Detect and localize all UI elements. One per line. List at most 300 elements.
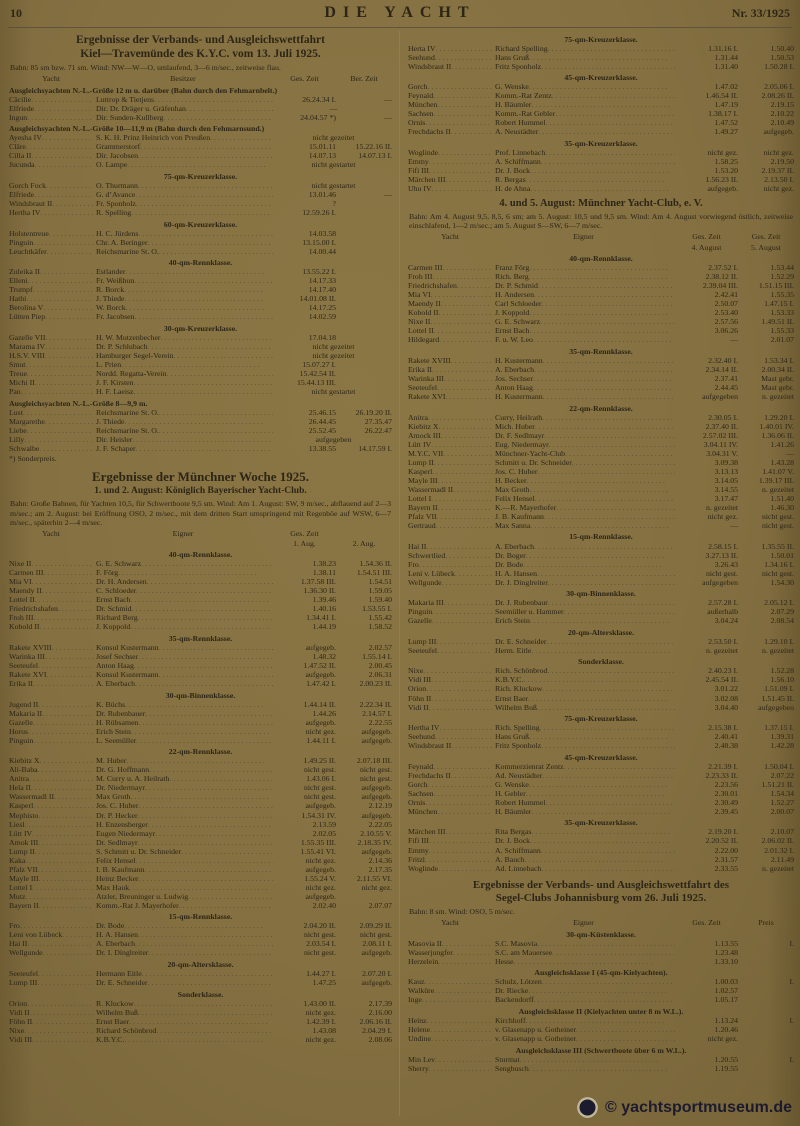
leader-dots — [136, 444, 273, 453]
class-header: 75-qm-Kreuzerklasse. — [163, 171, 238, 181]
owner-cell — [93, 351, 273, 360]
yacht-name: Amok III — [9, 837, 39, 847]
yacht-name: Schwertlied — [408, 550, 446, 560]
yacht-name: Mia VI — [408, 290, 431, 300]
leader-dots — [38, 661, 93, 670]
leader-dots — [154, 95, 273, 104]
time-col-2: 2.14.36 — [368, 855, 392, 865]
table-row — [9, 95, 392, 104]
yacht-name: Erika II — [408, 364, 433, 374]
owner-cell — [492, 494, 675, 503]
class-header: 35-qm-Rennklasse. — [569, 346, 633, 356]
time-col-2: 1.51.15 III. — [758, 281, 794, 291]
yacht-cell — [9, 199, 93, 208]
yacht-name: Nixe II — [9, 559, 32, 569]
time-col-2: 26.22.47 — [364, 425, 392, 435]
table-row — [408, 569, 794, 578]
yacht-name: Rakete XVIII — [9, 642, 52, 652]
owner-cell — [492, 365, 675, 374]
leader-dots — [174, 351, 273, 360]
owner-name: Max Hauk — [96, 882, 130, 892]
owner-name: Rich. Schönbrod — [495, 666, 548, 676]
yacht-name: Sachsen — [408, 109, 434, 119]
table-row — [408, 560, 794, 569]
yacht-cell — [408, 365, 492, 374]
owner-name: Richard Berg — [96, 613, 138, 623]
table-row — [408, 326, 794, 335]
owner-cell — [93, 700, 273, 709]
yacht-name: Fifi III — [408, 836, 430, 846]
time-col-1: 14.17.33 — [308, 276, 336, 286]
yacht-name: Orion — [408, 684, 427, 694]
leader-dots — [445, 175, 492, 184]
leader-dots — [544, 431, 675, 440]
owner-name: Erich Stein — [495, 616, 530, 626]
leader-dots — [514, 957, 675, 966]
table-row — [408, 762, 794, 771]
class-header: Sonderklasse. — [177, 989, 224, 999]
course-conditions: Bahn: 85 sm bzw. 71 sm. Wind: NW—W—O, umlaufend, 3—6 m/sec., zeitweise flau. — [10, 63, 281, 73]
time-col-1: 1.44.27 I. — [306, 969, 336, 979]
leader-dots — [40, 208, 93, 217]
owner-cell — [492, 827, 675, 836]
yacht-name: Maendy II — [9, 586, 42, 596]
yacht-name: Emmy — [408, 156, 429, 166]
owner-name: Estlander — [96, 267, 126, 277]
time-col-2: I. — [789, 938, 794, 948]
yacht-name: Helene — [408, 1025, 431, 1034]
yacht-name: Friedrichshafen — [9, 604, 58, 614]
leader-dots — [429, 166, 492, 175]
yacht-name: Lump II — [408, 457, 434, 467]
yacht-name: Vidi III — [9, 1034, 33, 1044]
table-row — [408, 807, 794, 816]
time-col-2: 1.35.55 II. — [761, 541, 794, 551]
yacht-cell — [408, 789, 492, 798]
time-col-1: 2.04.20 II. — [303, 921, 336, 931]
time-col-1: 2.50.07 — [714, 299, 738, 309]
leader-dots — [140, 142, 273, 151]
yacht-name: Woglinde — [408, 863, 439, 873]
leader-dots — [542, 684, 675, 693]
yacht-name: Lump III — [9, 978, 38, 988]
time-col-2: aufgegeb. — [763, 127, 794, 137]
time-col-2: I. — [789, 1015, 794, 1025]
time-col-1: aufgegeben — [702, 392, 738, 401]
leader-dots — [457, 281, 492, 290]
yacht-name: Hertha IV — [9, 208, 41, 218]
time-col-1: aufgegeb. — [305, 891, 336, 901]
time-col-2: aufgegeb. — [361, 792, 392, 802]
leader-dots — [138, 930, 273, 939]
owner-name: Dr. F. Sedlmayr — [495, 430, 545, 440]
table-row — [9, 874, 392, 883]
yacht-cell — [408, 127, 492, 136]
owner-name: Fr. Jacobsen — [96, 312, 135, 322]
leader-dots — [136, 736, 273, 745]
yacht-cell — [408, 44, 492, 53]
table-row — [408, 308, 794, 317]
yacht-name: Kobold II — [9, 622, 40, 632]
owner-name: Schmitt u. Dr. Schneider — [495, 457, 572, 467]
table-row — [408, 62, 794, 71]
time-col-2: nicht gest. — [761, 520, 794, 530]
table-header-row — [408, 918, 794, 927]
leader-dots — [549, 440, 675, 449]
yacht-name: Cäcilie — [9, 94, 32, 104]
yacht-name: München — [408, 806, 438, 816]
owner-name: L. Seemüller — [96, 735, 137, 745]
table-row — [9, 160, 392, 169]
yacht-cell — [408, 392, 492, 401]
leader-dots — [564, 607, 675, 616]
table-row — [408, 578, 794, 587]
leader-dots — [43, 568, 93, 577]
time-col-2: 26.19.20 II. — [355, 407, 392, 417]
course-conditions: Bahn: Große Bahnen, für Yachten 10,5, für Schwertboote 9,5 sm. Wind: Am 1. August: SW, 9 m/sec., abflauend auf 2—3 m/sec.; am 2. August: bei Eröffnung OSO, 2 m/sec., mit dem dritten Start umspringend mit Regenböe auf WSW, 6—7 m/sec., späterhin 2—4 m/sec. — [10, 499, 391, 527]
leader-dots — [35, 595, 93, 604]
time-col-1: aufgegeb. — [305, 717, 336, 727]
time-col-1: 3.14.05 — [714, 475, 738, 485]
time-col-1: 13.38.55 — [308, 443, 336, 453]
table-row — [408, 109, 794, 118]
yacht-cell — [408, 684, 492, 693]
owner-cell — [492, 578, 675, 587]
time-col-1: 1.47.25 — [312, 978, 336, 988]
status-value: nicht gezeitet — [312, 342, 355, 352]
table-row — [408, 521, 794, 530]
owner-cell — [492, 148, 675, 157]
time-col-1: 15.01.11 — [309, 142, 336, 152]
time-col-2: 1.29.10 I. — [764, 636, 794, 646]
leader-dots — [130, 622, 273, 631]
time-col-2: aufgegeb. — [361, 726, 392, 736]
yacht-cell — [408, 723, 492, 732]
class-header: Ausgleichsyachten N.-L.-Größe 12 m u. darüber (Bahn durch den Fehmarnbelt.) — [9, 85, 278, 95]
yacht-cell — [408, 413, 492, 422]
time-col-2: 2.08.26 II. — [761, 91, 794, 101]
time-col-1: nicht gez. — [305, 1034, 336, 1044]
owner-name: Dr. Sedlmayr — [96, 837, 138, 847]
time-col-2: 1.59.40 — [368, 595, 392, 605]
yacht-name: Lump II — [9, 846, 35, 856]
class-header: 22-qm-Rennklasse. — [168, 747, 233, 757]
leader-dots — [179, 901, 273, 910]
owner-name: Komm.-Rat Gebler — [495, 109, 556, 119]
leader-dots — [432, 616, 492, 625]
time-col-1: nicht gest. — [303, 948, 336, 958]
yacht-name: Hertha IV — [408, 723, 440, 733]
owner-cell — [492, 846, 675, 855]
owner-cell — [93, 948, 273, 957]
yacht-name: Seeteufel — [408, 645, 438, 655]
owner-cell — [492, 684, 675, 693]
time-col-2: 2.07.29 — [770, 607, 794, 617]
yacht-name: Lottel II — [9, 595, 35, 605]
leader-dots — [136, 856, 273, 865]
time-col-2: aufgegeb. — [361, 735, 392, 745]
time-col-2: 1.37.15 I. — [764, 723, 794, 733]
column-header: Ges. Zeit — [692, 232, 721, 242]
class-header: 20-qm-Altersklasse. — [167, 960, 234, 969]
time-col-1: 2.39.04 III. — [702, 281, 738, 291]
table-header-row — [9, 539, 392, 548]
owner-name: H. Becker — [495, 475, 527, 485]
yacht-cell — [408, 263, 492, 272]
time-col-1: 1.20.46 — [714, 1025, 738, 1034]
time-col-1: 3.04.40 — [714, 702, 738, 712]
owner-cell — [492, 53, 675, 62]
yacht-cell — [9, 939, 93, 948]
table-row — [408, 365, 794, 374]
section-title — [410, 879, 792, 905]
course-conditions: Bahn: Am 4. August 9,5, 8,5, 6 sm; am 5. August: 10,5 und 9,5 sm. Wind: Am 4. August vorwiegend östlich, zeitweise einschlafend, 1—2 m/sec.; am 5. August S—SW, 6—7 m/sec. — [409, 212, 793, 231]
owner-name: Dr. Riecke — [495, 986, 529, 996]
owner-cell — [93, 559, 273, 568]
leader-dots — [552, 948, 675, 957]
owner-cell — [93, 95, 273, 104]
owner-name: Jos. C. Huber — [495, 466, 538, 476]
owner-name: Dr. Rubenbauer — [96, 708, 146, 718]
leader-dots — [552, 91, 675, 100]
time-col-2: 1.54.51 III. — [356, 568, 392, 578]
owner-cell — [492, 299, 675, 308]
time-col-1: 2.37.52 I. — [708, 263, 738, 273]
owner-cell — [492, 1055, 675, 1064]
table-row — [408, 166, 794, 175]
owner-name: J. B. Kaufmann — [495, 511, 544, 521]
yacht-cell — [408, 449, 492, 458]
owner-cell — [492, 1025, 675, 1034]
leader-dots — [541, 157, 675, 166]
yacht-cell — [9, 160, 93, 169]
time-col-2: 2.00.34 II. — [761, 364, 794, 374]
time-col-1: nicht gest. — [303, 792, 336, 802]
leader-dots — [32, 577, 93, 586]
yacht-name: Smut — [9, 360, 26, 370]
yacht-cell — [408, 948, 492, 957]
leader-dots — [129, 883, 273, 892]
leader-dots — [441, 299, 492, 308]
yacht-cell — [9, 1017, 93, 1026]
owner-name: W. Borck — [96, 303, 126, 313]
time-col-1: 2.57.02 III. — [702, 430, 738, 440]
yacht-cell — [9, 238, 93, 247]
yacht-cell — [9, 190, 93, 199]
leader-dots — [572, 458, 675, 467]
owner-cell — [93, 181, 273, 190]
leader-dots — [27, 426, 93, 435]
table-row — [9, 700, 392, 709]
table-row — [9, 444, 392, 453]
leader-dots — [548, 44, 675, 53]
yacht-name: Seehund — [408, 52, 435, 62]
yacht-cell — [9, 342, 93, 351]
column-header: Ges. Zeit — [290, 74, 319, 84]
table-row — [408, 374, 794, 383]
time-col-2: 2.19.15 — [770, 100, 794, 110]
owner-name: Max Groth — [495, 484, 530, 494]
table-row — [9, 104, 392, 113]
yacht-name: Min Lev — [408, 1054, 436, 1064]
owner-cell — [492, 723, 675, 732]
time-col-2: 2.07.20 I. — [362, 969, 392, 979]
column-header: Yacht — [441, 918, 459, 928]
yacht-name: Lump III — [408, 636, 437, 646]
time-col-2: 1.52.28 — [770, 666, 794, 676]
owner-cell — [93, 801, 273, 810]
table-row — [408, 272, 794, 281]
leader-dots — [32, 1017, 93, 1026]
leader-dots — [32, 829, 93, 838]
time-col-1: nicht gez. — [707, 511, 738, 521]
time-col-1: 1.31.44 — [714, 52, 738, 62]
time-col-1: 24.04.57 *) — [300, 112, 336, 122]
owner-name: Hermann Eitle — [96, 969, 142, 979]
yacht-cell — [9, 670, 93, 679]
owner-cell — [93, 1017, 273, 1026]
yacht-cell — [9, 181, 93, 190]
yacht-cell — [9, 95, 93, 104]
yacht-name: Feynald — [408, 761, 434, 771]
owner-cell — [492, 166, 675, 175]
owner-name: S.C. am Mauersee — [495, 947, 553, 957]
table-row — [9, 765, 392, 774]
table-row — [408, 467, 794, 476]
yacht-cell — [9, 783, 93, 792]
owner-name: Ernst Bach — [96, 595, 131, 605]
leader-dots — [439, 308, 492, 317]
table-row — [408, 335, 794, 344]
time-col-1: 14.17.40 — [308, 285, 336, 295]
time-col-2: 2.06.02 II. — [761, 836, 794, 846]
yacht-cell — [9, 559, 93, 568]
yacht-name: Windsbraut II — [408, 61, 452, 71]
yacht-name: Windsbraut II — [408, 741, 452, 751]
table-row — [408, 485, 794, 494]
table-row — [9, 417, 392, 426]
leader-dots — [438, 503, 492, 512]
time-col-1: 2.38.12 II. — [705, 272, 738, 282]
time-col-1: aufgegeben — [702, 577, 738, 587]
time-col-1: 1.49.27 — [714, 127, 738, 137]
leader-dots — [136, 586, 273, 595]
leader-dots — [159, 670, 273, 679]
time-col-1: 2.39.45 — [714, 806, 738, 816]
results-table-header — [9, 74, 392, 83]
yacht-name: Mephisto — [9, 810, 39, 820]
yacht-name: Inge — [408, 995, 422, 1005]
owner-name: Prof. Linnebach — [495, 147, 546, 157]
table-row — [408, 957, 794, 966]
owner-name: J. Thiede — [96, 294, 125, 304]
leader-dots — [537, 939, 675, 948]
owner-name: Anton Haag — [495, 382, 533, 392]
yacht-name: Lottel II — [408, 326, 434, 336]
leader-dots — [121, 360, 273, 369]
table-row — [9, 838, 392, 847]
yacht-cell — [408, 148, 492, 157]
leader-dots — [32, 883, 93, 892]
owner-name: Jos. Sechser — [495, 373, 534, 383]
time-col-1: nicht gez. — [707, 147, 738, 157]
time-col-2: 14.07.13 I. — [358, 151, 392, 161]
owner-cell — [93, 847, 273, 856]
yacht-cell — [408, 53, 492, 62]
owner-cell — [93, 978, 273, 987]
owner-name: H. C. Jürdens — [96, 228, 139, 238]
table-row — [408, 855, 794, 864]
owner-name: Rich. Kluckow — [495, 684, 543, 694]
owner-name: Kommerzienrat Zentz — [495, 761, 564, 771]
leader-dots — [428, 413, 492, 422]
class-header: 40-qm-Rennklasse. — [569, 254, 633, 264]
leader-dots — [33, 718, 93, 727]
table-row — [9, 613, 392, 622]
time-col-1: 2.22.00 — [714, 845, 738, 855]
leader-dots — [40, 756, 93, 765]
yacht-name: Kasperl — [9, 801, 34, 811]
leader-dots — [42, 586, 93, 595]
leader-dots — [451, 741, 492, 750]
owner-name: J. F. Schaper — [96, 443, 136, 453]
time-col-1: 2.53.50 I. — [708, 636, 738, 646]
owner-cell — [93, 613, 273, 622]
owner-cell — [93, 151, 273, 160]
time-col-1: 1.44.26 — [312, 708, 336, 718]
table-row — [9, 847, 392, 856]
owner-name: Chr. A. Beringer — [96, 237, 148, 247]
time-col-1: 2.21.39 I. — [708, 761, 738, 771]
table-row — [9, 369, 392, 378]
yacht-cell — [408, 780, 492, 789]
time-col-1: nicht gez. — [305, 1007, 336, 1017]
status-value: — — [329, 103, 338, 113]
leader-dots — [438, 864, 492, 873]
time-col-1: außerhalb — [707, 607, 738, 617]
table-row — [9, 387, 392, 396]
yacht-name: Kauz — [408, 977, 425, 987]
yacht-cell — [9, 351, 93, 360]
owner-cell — [492, 184, 675, 193]
yacht-cell — [9, 736, 93, 745]
owner-name: K.B.Y.C. — [96, 1034, 125, 1044]
yacht-name: Jugend II — [9, 699, 39, 709]
table-row — [9, 312, 392, 321]
owner-name: Komm.-Rat Zentz — [495, 91, 552, 101]
leader-dots — [148, 238, 273, 247]
yacht-cell — [9, 774, 93, 783]
leader-dots — [445, 392, 492, 401]
owner-cell — [93, 679, 273, 688]
time-col-1: 17.04.18 — [308, 333, 336, 342]
yacht-name: Bayern II — [408, 502, 438, 512]
yacht-cell — [408, 986, 492, 995]
results-table — [9, 550, 392, 1044]
page-number: 10 — [10, 6, 22, 20]
owner-cell — [93, 417, 273, 426]
time-col-1: 1.31.16 I. — [708, 43, 738, 53]
owner-cell — [93, 718, 273, 727]
owner-cell — [93, 811, 273, 820]
owner-name: Fritz Sponholz — [495, 61, 542, 71]
time-col-2: 2.12.19 — [368, 801, 392, 811]
table-row — [408, 82, 794, 91]
time-col-1: 3.26.43 — [714, 559, 738, 569]
time-col-1: 2.37.40 II. — [705, 421, 738, 431]
yacht-cell — [9, 765, 93, 774]
owner-name: O. Thurmann — [96, 181, 138, 190]
